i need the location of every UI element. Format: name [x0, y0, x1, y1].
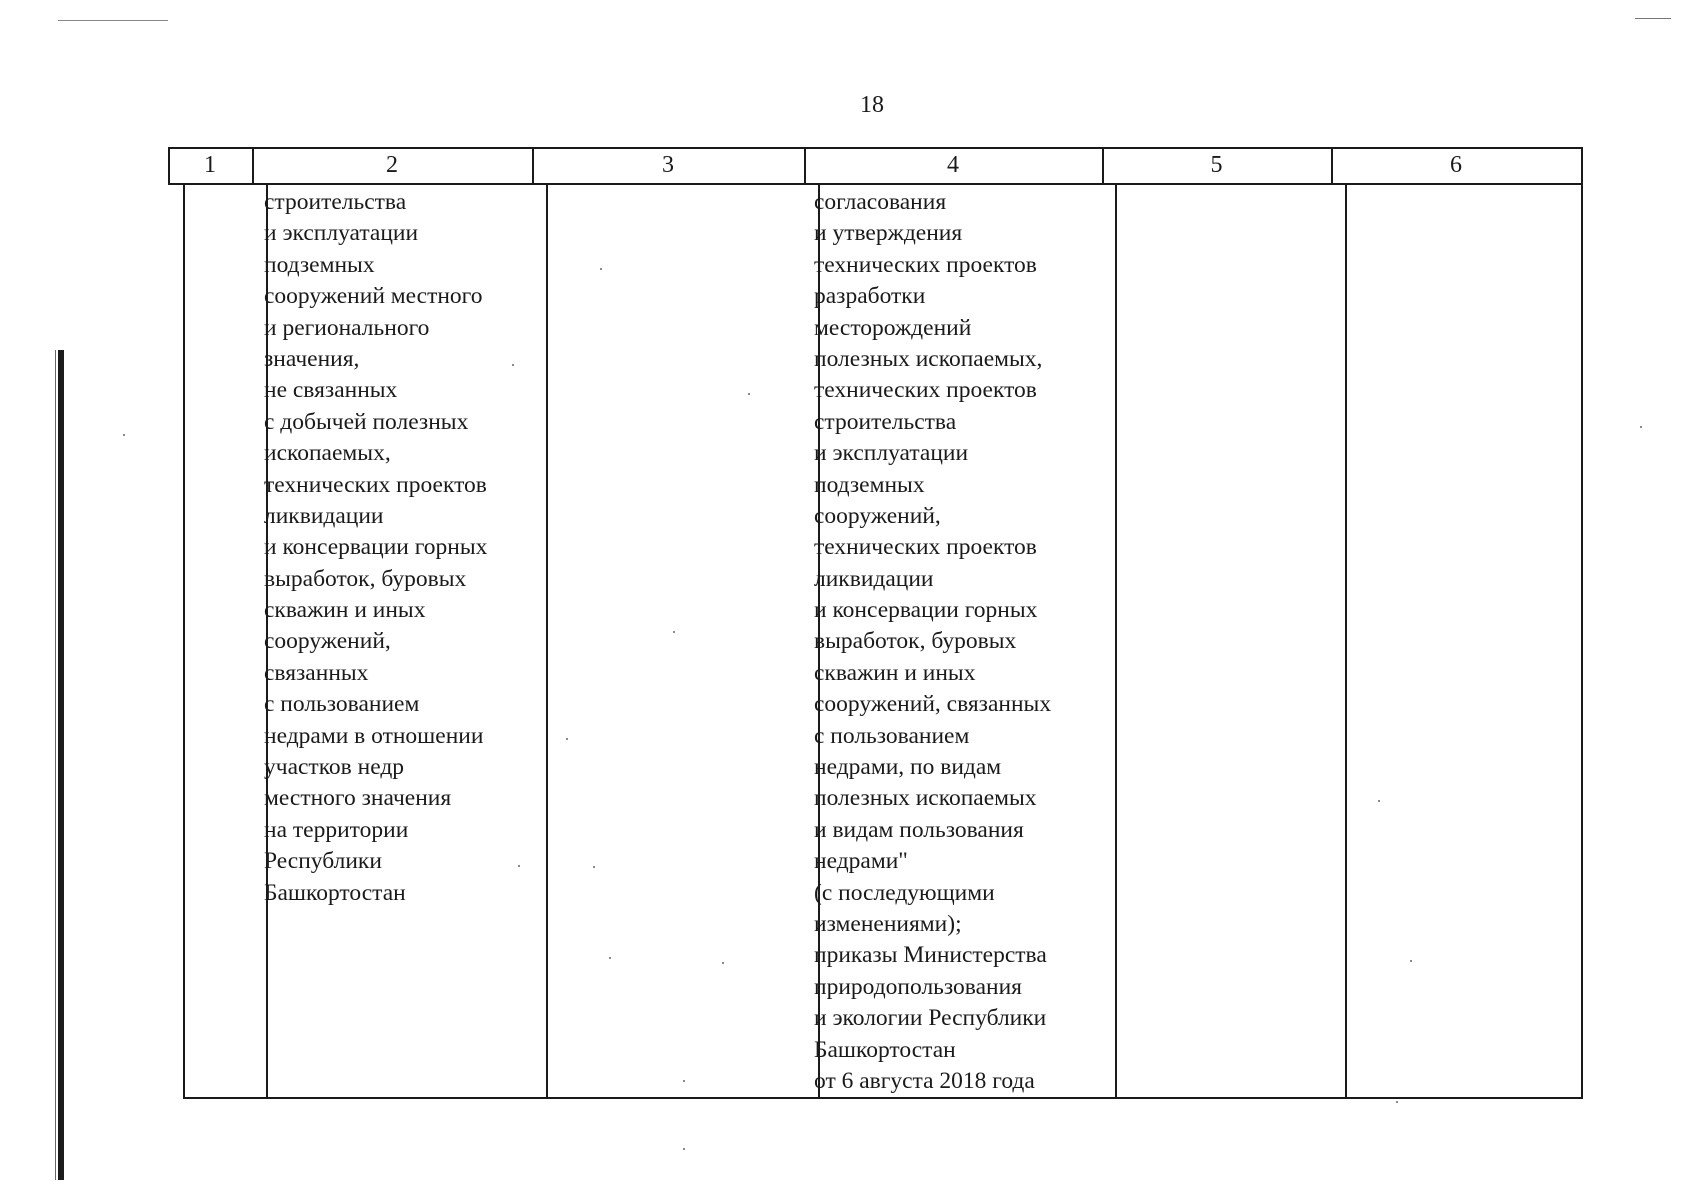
cell-line: связанных [264, 659, 369, 686]
cell-line: значения, [264, 345, 360, 372]
cell-line: месторождений [814, 314, 972, 341]
cell-col6 [1353, 187, 1578, 1087]
column-header-6: 6 [1450, 152, 1462, 178]
column-header-5: 5 [1210, 152, 1223, 178]
cell-col1 [188, 187, 258, 1087]
scan-speck [512, 364, 514, 366]
cell-line: недрами" [814, 848, 908, 875]
cell-line: (с последующими [814, 879, 995, 906]
cell-col2-text [264, 187, 534, 909]
body-divider-2 [546, 183, 548, 1098]
cell-line: недрами в отношении [264, 722, 484, 749]
scan-artifact-top-right-rule [1635, 18, 1671, 19]
cell-line: недрами, по видам [814, 754, 1002, 781]
cell-col5 [1123, 187, 1338, 1087]
cell-line: сооружений местного [264, 283, 483, 310]
scan-speck [683, 1080, 685, 1082]
scan-speck [683, 1148, 685, 1150]
cell-line: на территории [264, 816, 409, 843]
cell-line: Республики [264, 848, 382, 875]
scan-artifact-binding-edge [55, 350, 56, 1180]
cell-line: строительства [814, 408, 957, 435]
body-divider-4 [1115, 183, 1117, 1098]
body-left-border [183, 183, 185, 1098]
scan-artifact-binding-bar [58, 350, 64, 1180]
scan-speck [1640, 426, 1642, 428]
scan-speck [566, 738, 568, 740]
cell-line: и утверждения [814, 220, 963, 247]
cell-line: приказы Министерства [814, 942, 1047, 969]
scan-artifact-top-left-rule [58, 20, 168, 21]
cell-line: ликвидации [814, 565, 934, 592]
cell-line: согласования [814, 189, 947, 215]
body-right-border [1581, 183, 1583, 1098]
scan-speck [748, 393, 750, 395]
column-header-1: 1 [204, 152, 216, 178]
cell-col3 [553, 187, 808, 1087]
cell-line: скважин и иных [264, 597, 426, 624]
cell-line: не связанных [264, 377, 398, 404]
cell-line: Башкортостан [814, 1036, 956, 1063]
cell-line: выработок, буровых [814, 628, 1017, 655]
cell-line: и эксплуатации [264, 220, 419, 247]
cell-line: с пользованием [264, 691, 420, 718]
cell-line: участков недр [264, 754, 405, 781]
cell-line: ископаемых, [264, 440, 391, 467]
cell-line: и консервации горных [814, 597, 1038, 624]
cell-line: сооружений, [264, 628, 391, 655]
scan-speck [123, 434, 125, 436]
scan-speck [1410, 960, 1412, 962]
cell-line: сооружений, связанных [814, 691, 1052, 718]
document-table [168, 147, 1583, 1097]
cell-line: с добычей полезных [264, 408, 469, 435]
column-header-2: 2 [386, 152, 398, 178]
cell-line: Башкортостан [264, 879, 406, 906]
cell-col4-text [814, 187, 1114, 1097]
cell-line: технических проектов [814, 251, 1037, 278]
cell-line: разработки [814, 283, 926, 310]
scan-speck [1396, 1101, 1398, 1103]
header-bottom-border [168, 183, 1583, 185]
scan-speck [722, 962, 724, 964]
cell-line: сооружений, [814, 502, 941, 529]
cell-line: природопользования [814, 973, 1022, 1000]
cell-line: технических проектов [264, 471, 487, 498]
cell-line: и видам пользования [814, 816, 1024, 843]
cell-line: и эксплуатации [814, 440, 969, 467]
cell-line: местного значения [264, 785, 452, 812]
cell-line: скважин и иных [814, 659, 976, 686]
cell-line: изменениями); [814, 910, 962, 937]
cell-line: ликвидации [264, 502, 384, 529]
cell-line: и экологии Республики [814, 1005, 1047, 1032]
column-header-3: 3 [662, 152, 674, 178]
scan-speck [600, 268, 602, 270]
cell-line: выработок, буровых [264, 565, 467, 592]
cell-line: полезных ископаемых [814, 785, 1037, 812]
body-divider-5 [1345, 183, 1347, 1098]
scan-speck [593, 866, 595, 868]
cell-line: технических проектов [814, 377, 1037, 404]
cell-line: и консервации горных [264, 534, 488, 561]
cell-line: подземных [814, 471, 925, 498]
scan-speck [518, 865, 520, 867]
header-right-border [1581, 147, 1583, 183]
cell-line: строительства [264, 189, 407, 215]
cell-line: подземных [264, 251, 375, 278]
scan-speck [609, 957, 611, 959]
cell-line: от 6 августа 2018 года [814, 1067, 1035, 1094]
cell-line: полезных ископаемых, [814, 345, 1043, 372]
cell-line: с пользованием [814, 722, 970, 749]
cell-line: и регионального [264, 314, 430, 341]
page-number: 18 [860, 92, 884, 118]
scan-speck [673, 631, 675, 633]
cell-line: технических проектов [814, 534, 1037, 561]
column-header-4: 4 [947, 152, 959, 178]
scan-speck [1378, 800, 1380, 802]
